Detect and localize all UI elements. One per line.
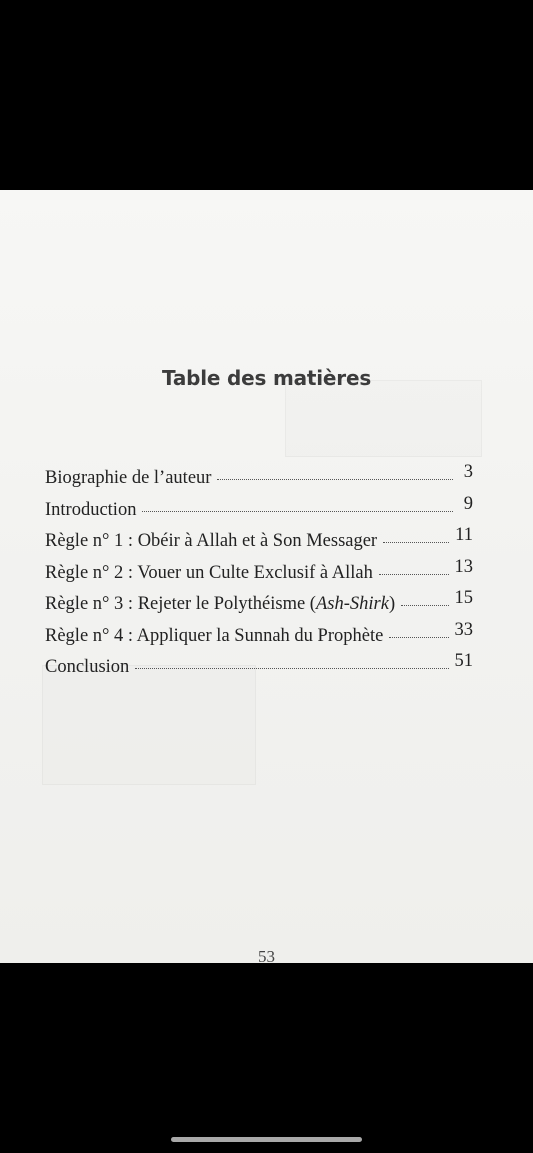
leader-dots (389, 637, 448, 638)
toc-entry-page: 15 (454, 588, 473, 608)
toc-entry-page: 33 (454, 619, 473, 640)
leader-dots (379, 574, 449, 575)
toc-entry-page: 11 (455, 525, 473, 545)
toc-entry-label (45, 594, 395, 615)
toc-entry-page: 13 (454, 556, 473, 577)
toc-entry-label: Introduction (45, 499, 137, 520)
page-number: 53 (258, 947, 275, 963)
toc-entry-label-prefix: Règle n° 3 : Rejeter le Polythéisme ( (45, 594, 316, 614)
toc-entry-label-suffix: ) (388, 594, 396, 614)
leader-dots (383, 542, 449, 543)
toc-entry[interactable] (45, 588, 473, 626)
leader-dots (135, 668, 448, 669)
toc-entry-label: Règle n° 4 : Appliquer la Sunnah du Prophète (45, 625, 384, 646)
toc-entry[interactable] (45, 525, 473, 563)
book-page (0, 190, 533, 963)
bleed-through-box (285, 380, 482, 457)
bottom-black-bar (0, 963, 533, 1153)
toc-entry-label: Règle n° 1 : Obéir à Allah et à Son Messager (45, 531, 378, 551)
toc-entry[interactable] (45, 556, 473, 595)
page-title: Table des matières (161, 366, 372, 390)
toc-entry-label: Conclusion (45, 657, 130, 677)
leader-dots (142, 511, 453, 512)
home-indicator[interactable] (171, 1137, 362, 1142)
toc-entry[interactable] (45, 462, 473, 500)
toc-entry[interactable] (45, 651, 473, 689)
toc-entry-label: Biographie de l’auteur (45, 468, 212, 488)
toc-entry[interactable] (45, 619, 473, 658)
toc-entry[interactable] (45, 493, 473, 532)
toc-entry-page: 51 (454, 651, 473, 671)
top-black-bar (0, 0, 533, 190)
toc-entry-page: 9 (463, 493, 473, 514)
toc-entry-page: 3 (463, 462, 473, 482)
toc-entry-label-italic: Ash-Shirk (315, 594, 389, 614)
leader-dots (217, 479, 453, 480)
leader-dots (401, 605, 448, 606)
table-of-contents (45, 462, 473, 689)
toc-entry-label: Règle n° 2 : Vouer un Culte Exclusif à Allah (45, 562, 373, 583)
